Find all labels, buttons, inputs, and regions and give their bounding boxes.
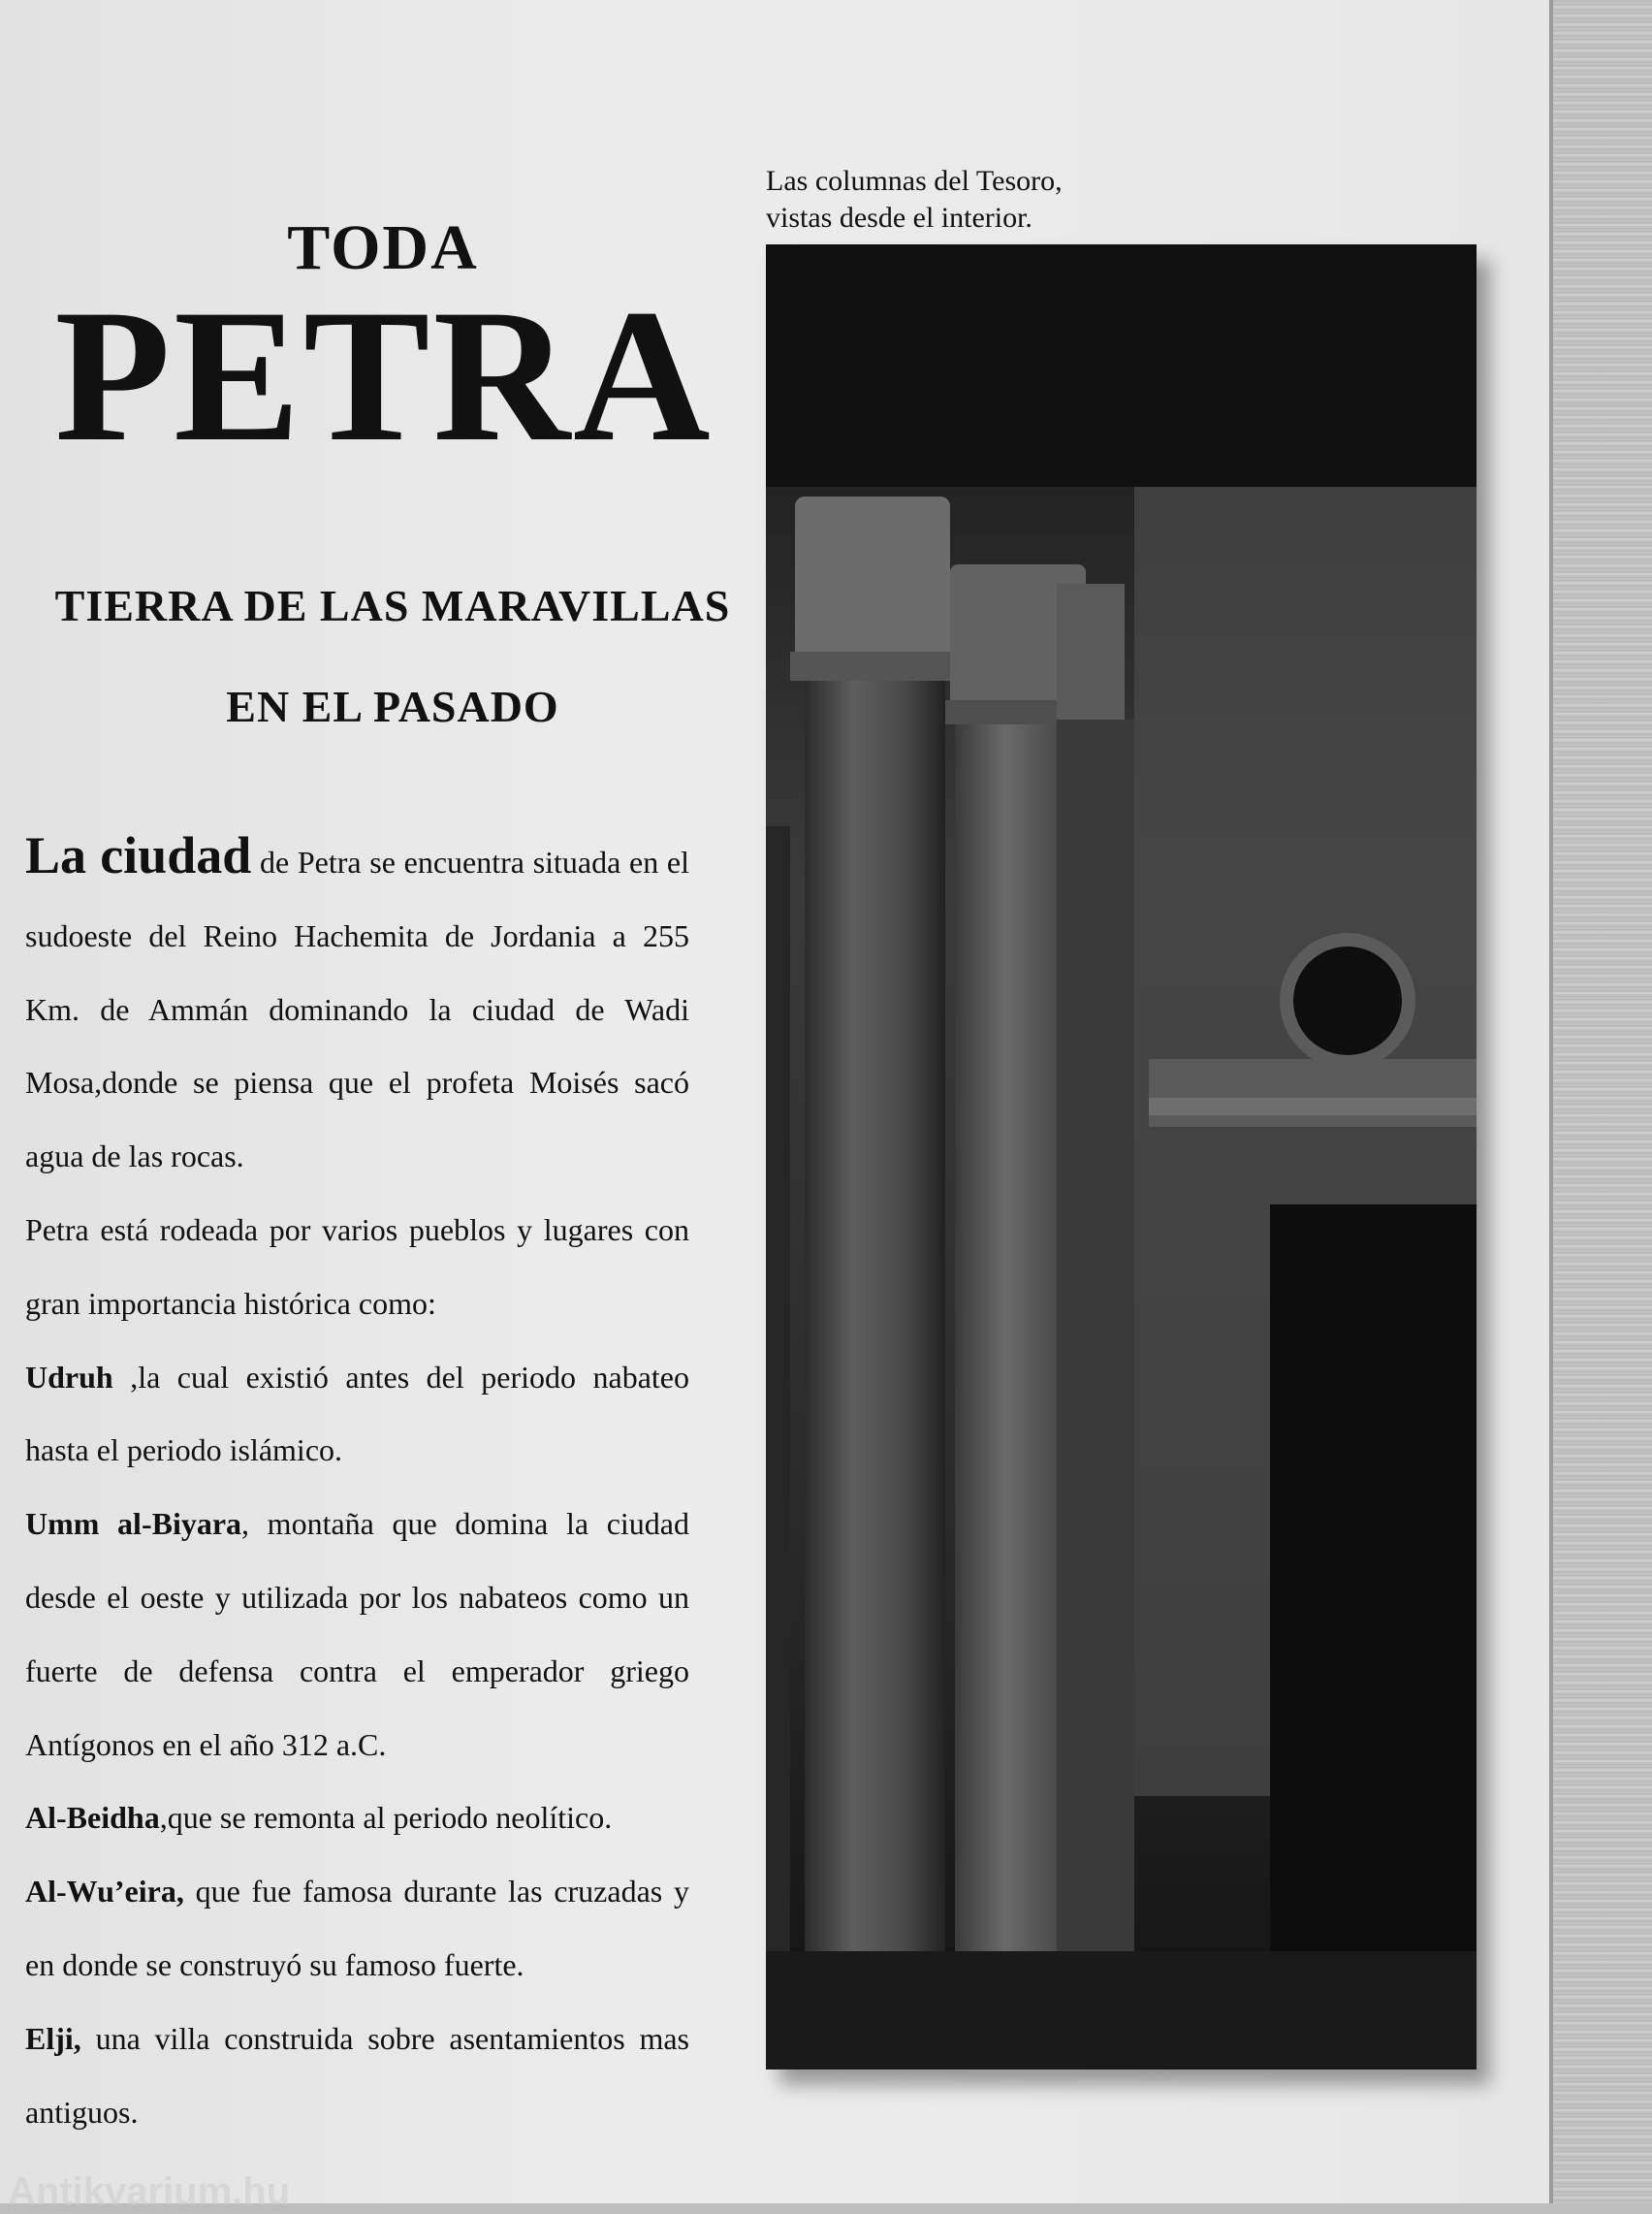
page-title: PETRA xyxy=(54,271,714,481)
intro-paragraph xyxy=(25,819,689,1194)
place-name: Elji, xyxy=(25,2020,81,2056)
place-text: que fue famosa durante las cruzadas y en donde se construyó su famoso fuerte. xyxy=(25,1874,689,1982)
place-text: , montaña que domina la ciudad desde el oeste y utilizada por los nabateos como un fuerte de defensa contra el emperador griego Antígonos en el año 312 a.C. xyxy=(25,1506,690,1762)
place-al-wueira xyxy=(25,1855,689,2003)
caption-line-1: Las columnas del Tesoro, xyxy=(766,165,1063,197)
caption-line-2: vistas desde el interior. xyxy=(766,202,1032,234)
place-umm-al-biyara xyxy=(25,1488,689,1781)
watermark: Antikvarium.hu xyxy=(8,2170,291,2213)
place-text: una villa construida sobre asentamientos mas antiguos. xyxy=(25,2020,689,2130)
place-name: Al-Wu’eira, xyxy=(25,1874,184,1909)
place-text: ,la cual existió antes del periodo nabateo hasta el periodo islámico. xyxy=(25,1359,689,1468)
subtitle-line-1: TIERRA DE LAS MARAVILLAS xyxy=(54,581,731,630)
place-text: ,que se remonta al periodo neolítico. xyxy=(159,1800,613,1836)
photo-illustration xyxy=(766,244,1477,2070)
body-text xyxy=(25,819,689,2149)
place-udruh xyxy=(25,1341,689,1489)
paragraph-2: Petra está rodeada por varios pueblos y lugares con gran importancia histórica como: xyxy=(25,1211,689,1321)
place-name: Udruh xyxy=(25,1359,113,1395)
intro-text: de Petra se encuentra situada en el sudoeste del Reino Hachemita de Jordania a 255 Km. de Ammán dominando la ciudad de Wadi Mosa,donde se piensa que el profeta Moisés sacó agua de las rocas. xyxy=(25,845,689,1174)
place-name: Umm al-Biyara xyxy=(25,1506,242,1542)
adjacent-page-edge xyxy=(1549,0,1652,2203)
photo-caption xyxy=(766,163,1192,237)
subtitle-line-2: EN EL PASADO xyxy=(226,682,559,731)
treasury-columns-photo xyxy=(766,244,1477,2070)
place-elji xyxy=(25,2003,689,2150)
intro-dropcap: La ciudad xyxy=(25,826,252,884)
place-name: Al-Beidha xyxy=(25,1800,160,1836)
place-al-beidha xyxy=(25,1781,689,1855)
pre-title: TODA xyxy=(287,212,479,283)
